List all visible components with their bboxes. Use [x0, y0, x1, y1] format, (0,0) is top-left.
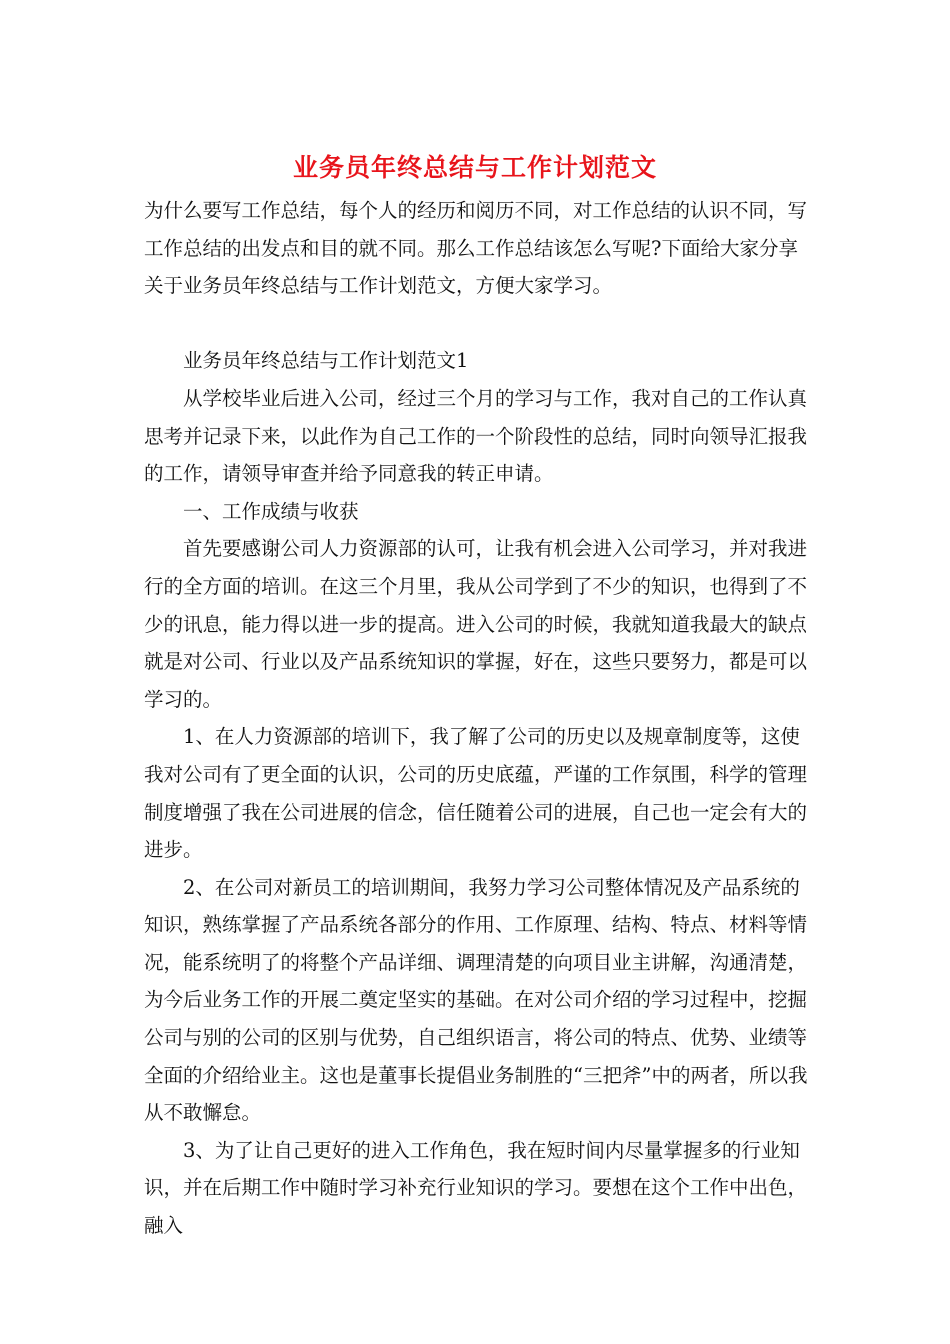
body-paragraph-5: 3、为了让自己更好的进入工作角色，我在短时间内尽量掌握多的行业知识，并在后期工作中随时学习补充行业知识的学习。要想在这个工作中出色，融入	[144, 1138, 808, 1238]
section-heading: 业务员年终总结与工作计划范文1	[183, 349, 469, 373]
body-paragraph-1: 从学校毕业后进入公司，经过三个月的学习与工作，我对自己的工作认真思考并记录下来，以此作为自己工作的一个阶段性的总结，同时向领导汇报我的工作，请领导审查并给予同意我的转正申请。	[144, 386, 808, 486]
document-title: 业务员年终总结与工作计划范文	[292, 153, 657, 182]
intro-paragraph: 为什么要写工作总结，每个人的经历和阅历不同，对工作总结的认识不同，写工作总结的出发点和目的就不同。那么工作总结该怎么写呢?下面给大家分享关于业务员年终总结与工作计划范文，方便大家学习。	[144, 199, 808, 298]
document-body	[144, 192, 814, 1245]
body-paragraph-4: 2、在公司对新员工的培训期间，我努力学习公司整体情况及产品系统的知识，熟练掌握了产品系统各部分的作用、工作原理、结构、特点、材料等情况，能系统明了的将整个产品详细、调理清楚的向项目业主讲解，沟通清楚，为今后业务工作的开展二奠定坚实的基础。在对公司介绍的学习过程中，挖掘公司与别的公司的区别与优势，自己组织语言，将公司的特点、优势、业绩等全面的介绍给业主。这也是董事长提倡业务制胜的“三把斧”中的两者，所以我从不敢懈怠。	[144, 875, 808, 1125]
body-paragraph-3: 1、在人力资源部的培训下，我了解了公司的历史以及规章制度等，这使我对公司有了更全面的认识，公司的历史底蕴，严谨的工作氛围，科学的管理制度增强了我在公司进展的信念，信任随着公司的进展，自己也一定会有大的进步。	[144, 725, 808, 862]
body-paragraph-2: 首先要感谢公司人力资源部的认可，让我有机会进入公司学习，并对我进行的全方面的培训。在这三个月里，我从公司学到了不少的知识，也得到了不少的讯息，能力得以进一步的提高。进入公司的时候，我就知道我最大的缺点就是对公司、行业以及产品系统知识的掌握，好在，这些只要努力，都是可以学习的。	[144, 537, 808, 711]
paragraph-gap	[144, 305, 814, 343]
subheading-achievements: 一、工作成绩与收获	[183, 499, 359, 523]
